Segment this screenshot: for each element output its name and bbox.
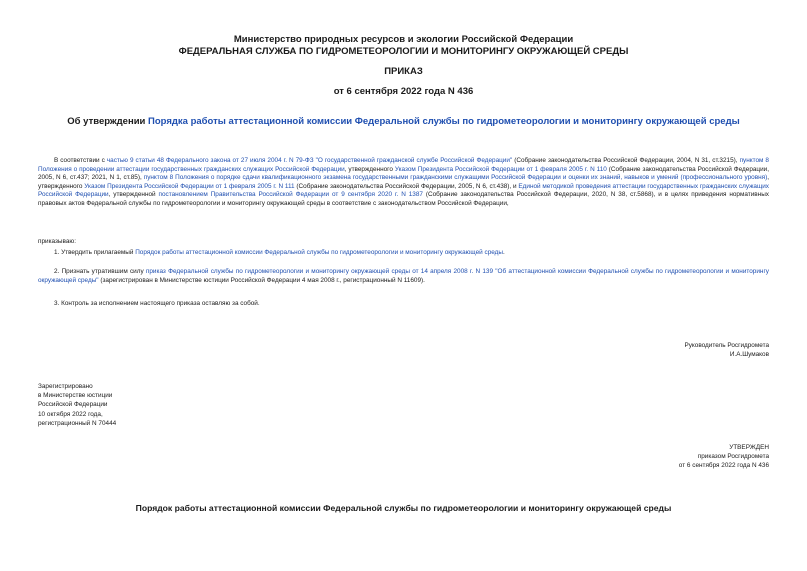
item-text: 1. Утвердить прилагаемый [54, 249, 136, 256]
approval-line: УТВЕРЖДЕН [729, 444, 769, 451]
decree-111-link[interactable]: Указом Президента Российской Федерации от 1 февраля 2005 г. N 111 [84, 182, 295, 190]
preamble-text: В соответствии с [54, 157, 107, 164]
preamble-text: , утвержденного [38, 174, 769, 190]
registration-block [38, 382, 116, 428]
attestation-regulation-link[interactable]: пунктом 8 Положения о проведении аттестации государственных гражданских служащих Российской Федерации [38, 157, 769, 173]
service-heading: ФЕДЕРАЛЬНАЯ СЛУЖБА ПО ГИДРОМЕТЕОРОЛОГИИ И МОНИТОРИНГУ ОКРУЖАЮЩЕЙ СРЕДЫ [178, 46, 629, 57]
document-type: ПРИКАЗ [384, 66, 423, 77]
title-link[interactable]: Порядка работы аттестационной комиссии Федеральной службы по гидрометеорологии и мониторингу окружающей среды [148, 116, 740, 127]
preamble-text: (Собрание законодательства Российской Федерации, 2005, N 6, ст.437; 2021, N 1, ст.85), [38, 165, 770, 182]
preamble-paragraph [38, 157, 769, 209]
signature-position: Руководитель Росгидромета [684, 342, 769, 349]
registration-line: в Министерстве юстиции [38, 392, 113, 400]
procedure-link[interactable]: Порядок работы аттестационной комиссии Федеральной службы по гидрометеорологии и мониторингу окружающей среды [135, 249, 503, 256]
preamble-text: (Собрание законодательства Российской Федерации, 2005, N 6, ст.438), и [294, 182, 519, 190]
approval-line: приказом Росгидромета [697, 453, 769, 460]
order-item-2 [38, 268, 769, 285]
order-item-3: 3. Контроль за исполнением настоящего приказа оставляю за собой. [54, 300, 260, 307]
preamble-text: (Собрание законодательства Российской Федерации, 2004, N 31, ст.3215), [512, 157, 740, 164]
registration-line: регистрационный N 70444 [38, 419, 117, 427]
ministry-heading: Министерство природных ресурсов и экологии Российской Федерации [233, 34, 574, 45]
repealed-order-link[interactable]: приказ Федеральной службы по гидрометеорологии и мониторингу окружающей среды от 14 апреля 2008 г. N 139 "Об аттестационной комиссии Федеральной службы по гидрометеорологии и мониторингу окружающей среды" [38, 268, 769, 284]
decree-110-link[interactable]: Указом Президента Российской Федерации от 1 февраля 2005 г. N 110 [394, 165, 607, 173]
item-text: (зарегистрирован в Министерстве юстиции Российской Федерации 4 мая 2008 г., регистрационный N 11609). [98, 276, 425, 284]
law-link[interactable]: частью 9 статьи 48 Федерального закона от 27 июля 2004 г. N 79-ФЗ "О государственной гражданской службе Российской Федерации" [106, 157, 513, 164]
signature-block [684, 341, 769, 359]
preamble-text: , утвержденного [344, 165, 395, 173]
registration-line: Российской Федерации [38, 401, 108, 409]
approval-block [679, 443, 769, 470]
title-prefix: Об утверждении [67, 116, 149, 127]
government-resolution-link[interactable]: постановлением Правительства Российской Федерации от 9 сентября 2020 г. N 1387 [158, 191, 423, 199]
item-text: 2. Признать утратившим силу [54, 268, 146, 275]
preamble-text: , утвержденной [108, 191, 159, 199]
registration-line: 10 октября 2022 года, [38, 410, 103, 418]
exam-regulation-link[interactable]: пунктом 8 Положения о порядке сдачи квалификационного экзамена государственными гражданскими служащими Российской Федерации и оценки их знаний, навыков и умений (профессионального уровня) [143, 174, 768, 182]
order-item-1 [38, 249, 769, 258]
preamble-text: (Собрание законодательства Российской Федерации, 2020, N 38, ст.5868), и в целях приведения нормативных правовых актов Федеральной службы по гидрометеорологии и мониторингу окружающей среды в соответствие с законодательством Российской Федерации, [38, 191, 769, 207]
procedure-title: Порядок работы аттестационной комиссии Федеральной службы по гидрометеорологии и мониторингу окружающей среды [135, 503, 672, 513]
item-text: . [503, 249, 505, 256]
orders-label: приказываю: [38, 238, 76, 245]
registration-line: Зарегистрировано [38, 383, 93, 390]
document-title [0, 116, 807, 127]
document-date: от 6 сентября 2022 года N 436 [333, 86, 474, 97]
methodology-link[interactable]: Единой методикой проведения аттестации государственных гражданских служащих Российской Федерации [38, 182, 769, 199]
signature-name: И.А.Шумаков [729, 351, 769, 358]
approval-line: от 6 сентября 2022 года N 436 [678, 462, 769, 469]
